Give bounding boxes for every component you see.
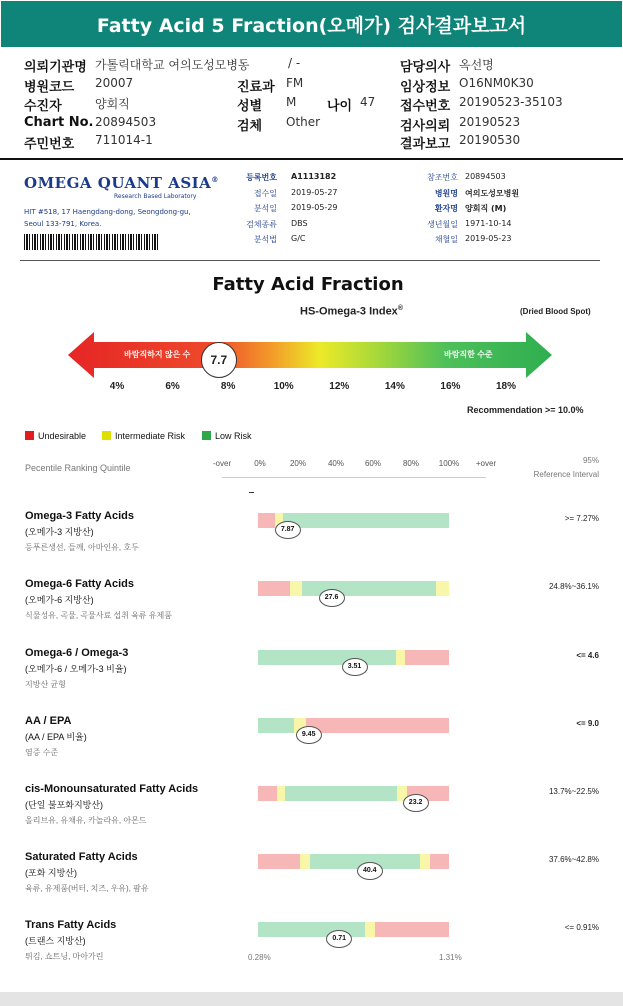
value-marker: 9.45 — [296, 726, 322, 744]
section-subtitle: (오메가-6 / 오메가-3 비율) — [25, 664, 127, 674]
range-segment-yellow — [365, 922, 375, 937]
range-segment-red — [306, 718, 449, 733]
section-name: Omega-6 Fatty Acids — [25, 578, 135, 590]
section-subtitle: (오메가-6 지방산) — [25, 595, 94, 605]
reference-interval: <= 4.6 — [576, 651, 599, 660]
reference-interval: 13.7%~22.5% — [548, 787, 599, 796]
trans-max: 1.31% — [439, 953, 462, 962]
value-marker: 7.87 — [275, 521, 301, 539]
lab-address-2: Seoul 133-791, Korea. — [24, 220, 102, 228]
info-sex-label: 성별 — [237, 99, 263, 114]
divider — [20, 260, 600, 261]
section-description: 염증 수준 — [25, 748, 59, 757]
section-name: cis-Monounsaturated Fatty Acids — [25, 783, 199, 795]
info-specimen-label: 검체 — [237, 119, 263, 134]
lab-ref-no-value: 20894503 — [465, 172, 506, 181]
lab-tagline: Research Based Laboratory — [114, 193, 197, 200]
range-segment-red — [258, 513, 275, 528]
info-hospital-code-value: 20007 — [95, 76, 134, 90]
reference-interval: 37.6%~42.8% — [548, 855, 599, 864]
range-segment-red — [375, 922, 449, 937]
section-name: Saturated Fatty Acids — [25, 851, 138, 863]
lab-reg-no-label: 등록번호 — [246, 173, 277, 182]
section-name: Omega-6 / Omega-3 — [25, 647, 129, 659]
info-clinical-label: 임상정보 — [400, 80, 451, 95]
info-slash: / - — [288, 56, 301, 70]
info-institution-value: 가톨릭대학교 여의도성모병동 — [95, 58, 250, 72]
range-segment-yellow — [300, 854, 310, 869]
lab-dob-label: 생년월일 — [427, 219, 458, 229]
scale-label: 12% — [329, 381, 350, 392]
lab-patient-value: 양회직 (M) — [465, 204, 507, 213]
reference-interval: <= 9.0 — [576, 719, 599, 728]
info-institution-label: 의뢰기관명 — [24, 60, 87, 75]
value-marker: 23.2 — [403, 794, 429, 812]
divider — [0, 158, 623, 160]
trans-min: 0.28% — [248, 953, 271, 962]
legend-swatch — [102, 431, 111, 440]
ranking-tick: -over — [212, 459, 232, 468]
lab-received-value: 2019-05-27 — [291, 187, 338, 197]
lab-specimen-label: 검체종류 — [246, 219, 277, 229]
scale-label: 8% — [220, 381, 236, 392]
info-report-value: 20190530 — [459, 133, 521, 147]
lab-analyzed-value: 2019-05-29 — [291, 203, 338, 212]
reference-interval: <= 0.91% — [564, 923, 599, 932]
dbs-note: (Dried Blood Spot) — [520, 307, 591, 316]
legend-label: Low Risk — [215, 431, 252, 441]
section-name: Trans Fatty Acids — [25, 919, 117, 931]
info-patient-value: 양회직 — [95, 97, 130, 111]
info-id-value: 711014-1 — [95, 133, 153, 147]
index-value-marker: 7.7 — [201, 342, 237, 378]
section-name: Omega-3 Fatty Acids — [25, 510, 135, 522]
info-doctor-label: 담당의사 — [400, 60, 451, 75]
legend-label: Intermediate Risk — [115, 431, 186, 441]
range-bar — [258, 581, 449, 596]
range-bar — [258, 854, 449, 869]
range-segment-yellow — [396, 650, 406, 665]
lab-logo: OMEGA QUANT ASIA® — [24, 174, 219, 192]
lab-hospital-label: 병원명 — [434, 188, 458, 198]
lab-received-label: 접수일 — [253, 188, 277, 198]
lab-ref-no-label: 참조번호 — [427, 173, 458, 182]
info-id-label: 주민번호 — [24, 137, 75, 152]
info-chart-label: Chart No. — [24, 115, 94, 130]
recommendation: Recommendation >= 10.0% — [467, 405, 584, 415]
info-specimen-value: Other — [286, 115, 321, 129]
arrow-right-label: 바람직한 수준 — [444, 350, 493, 359]
ranking-tick: 0% — [254, 459, 266, 468]
info-request-label: 검사의뢰 — [400, 119, 451, 134]
reference-interval: 24.8%~36.1% — [548, 582, 599, 591]
info-age-value: 47 — [360, 95, 376, 109]
index-title: HS-Omega-3 Index® — [300, 305, 403, 318]
lab-specimen-value: DBS — [291, 218, 308, 228]
lab-collected-label: 채혈일 — [434, 235, 458, 244]
info-clinical-value: O16NM0K30 — [459, 76, 534, 90]
lab-dob-value: 1971-10-14 — [465, 218, 512, 228]
ranking-tick: 20% — [289, 459, 306, 468]
scale-label: 18% — [495, 381, 516, 392]
value-marker: 27.6 — [319, 589, 345, 607]
info-dept-label: 진료과 — [237, 80, 275, 95]
info-report-label: 결과보고 — [400, 137, 451, 152]
range-segment-yellow — [277, 786, 285, 801]
reference-interval: >= 7.27% — [564, 514, 599, 523]
section-subtitle: (단일 불포화지방산) — [25, 800, 104, 810]
info-receipt-value: 20190523-35103 — [459, 95, 563, 109]
range-segment-red — [258, 854, 300, 869]
section-description: 올리브유, 유채유, 카놀라유, 아몬드 — [25, 816, 147, 825]
range-segment-yellow — [420, 854, 430, 869]
tick-mark — [249, 492, 254, 493]
section-subtitle: (트랜스 지방산) — [25, 936, 86, 946]
range-segment-green — [258, 718, 294, 733]
ranking-tick: 60% — [364, 459, 381, 468]
info-sex-value: M — [286, 95, 297, 109]
scale-label: 4% — [109, 381, 125, 392]
section-subtitle: (AA / EPA 비율) — [25, 732, 87, 742]
divider — [222, 477, 486, 478]
info-patient-label: 수진자 — [24, 99, 62, 114]
section-description: 등푸른생선, 들깨, 아마인유, 호두 — [25, 543, 139, 552]
lab-address-1: HIT #518, 17 Haengdang-dong, Seongdong-gu, — [24, 208, 191, 216]
section-subtitle: (포화 지방산) — [25, 868, 77, 878]
legend-swatch — [202, 431, 211, 440]
section-description: 육류, 유제품(버터, 치즈, 우유), 팜유 — [25, 884, 149, 893]
lab-method-value: G/C — [291, 234, 306, 243]
info-request-value: 20190523 — [459, 115, 521, 129]
info-doctor-value: 옥선명 — [459, 58, 494, 72]
info-chart-value: 20894503 — [95, 115, 157, 129]
lab-analyzed-label: 분석일 — [253, 204, 277, 213]
range-bar — [258, 718, 449, 733]
value-marker: 40.4 — [357, 862, 383, 880]
value-marker: 0.71 — [326, 930, 352, 948]
barcode — [24, 234, 160, 250]
ranking-tick: 100% — [438, 459, 460, 468]
section-description: 지방산 균형 — [25, 680, 66, 689]
section-description: 튀김, 쇼트닝, 마아가린 — [25, 952, 104, 961]
info-age-label: 나이 — [327, 99, 353, 114]
range-segment-red — [430, 854, 449, 869]
lab-patient-label: 환자명 — [434, 204, 458, 213]
range-segment-green — [258, 650, 396, 665]
scale-label: 10% — [273, 381, 294, 392]
range-segment-green — [283, 513, 449, 528]
scale-label: 14% — [384, 381, 405, 392]
lab-collected-value: 2019-05-23 — [465, 234, 512, 243]
range-bar — [258, 922, 449, 937]
arrow-left-label: 바람직하지 않은 수 — [124, 350, 191, 359]
section-subtitle: (오메가-3 지방산) — [25, 527, 94, 537]
ranking-label: Pecentile Ranking Quintile — [25, 463, 131, 473]
info-hospital-code-label: 병원코드 — [24, 80, 75, 95]
ranking-tick: +over — [475, 459, 497, 468]
footer-bar — [0, 992, 623, 1006]
info-receipt-label: 접수번호 — [400, 99, 451, 114]
scale-label: 6% — [165, 381, 180, 392]
lab-reg-no-value: A1113182 — [291, 172, 337, 181]
range-segment-yellow — [290, 581, 301, 596]
range-segment-yellow — [436, 581, 449, 596]
ref-title-2: Reference Interval — [533, 470, 599, 479]
lab-hospital-value: 여의도성모병원 — [465, 188, 520, 198]
range-segment-red — [405, 650, 449, 665]
legend-label: Undesirable — [38, 431, 87, 441]
section-description: 식물성유, 곡물, 곡물사료 섭취 육류 유제품 — [25, 611, 172, 620]
range-segment-red — [258, 581, 290, 596]
legend-swatch — [25, 431, 34, 440]
value-marker: 3.51 — [342, 658, 368, 676]
ref-title-1: 95% — [582, 456, 599, 465]
section-name: AA / EPA — [25, 715, 72, 727]
report-title: Fatty Acid 5 Fraction(오메가) 검사결과보고서 — [1, 1, 622, 47]
lab-method-label: 분석법 — [253, 235, 277, 244]
scale-label: 16% — [440, 381, 461, 392]
fraction-title: Fatty Acid Fraction — [212, 274, 404, 295]
info-dept-value: FM — [286, 76, 304, 90]
ranking-tick: 80% — [402, 459, 419, 468]
range-segment-green — [285, 786, 398, 801]
range-segment-red — [258, 786, 277, 801]
ranking-tick: 40% — [327, 459, 344, 468]
